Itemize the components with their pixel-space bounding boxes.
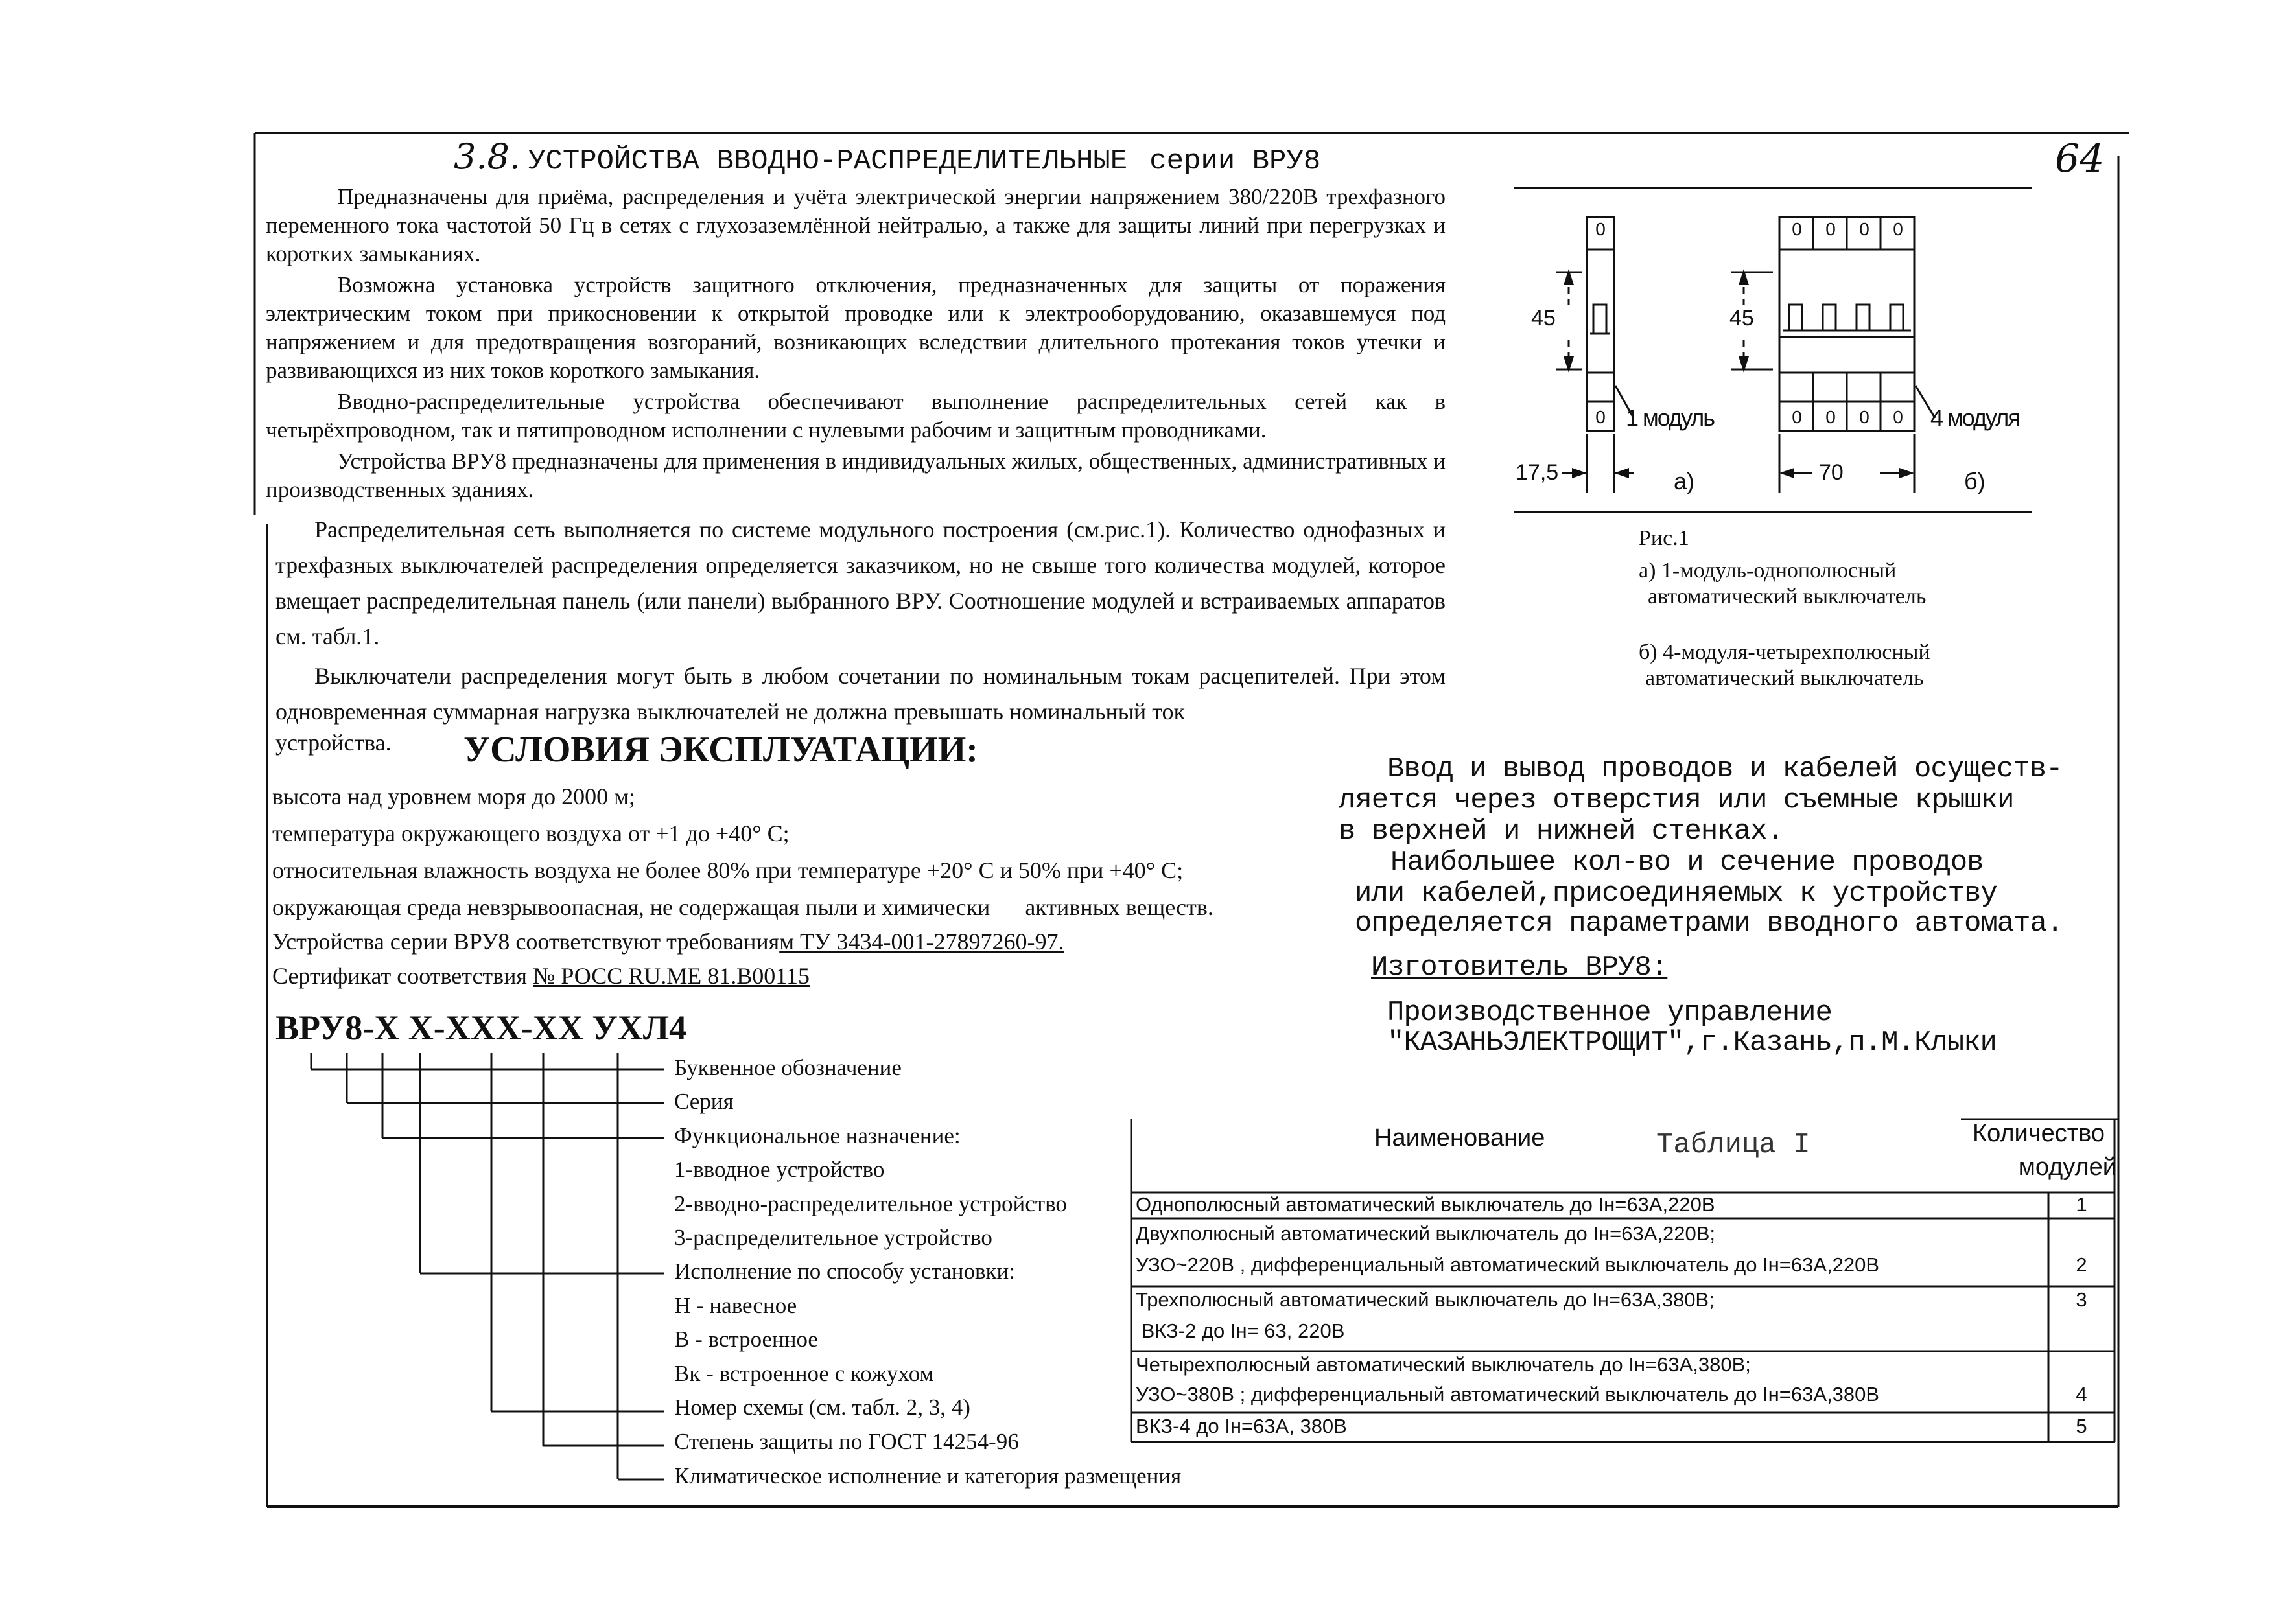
condition-temperature: температура окружающего воздуха от +1 до +40° С;: [272, 820, 790, 846]
table-header-qty-2: модулей: [2018, 1154, 2116, 1181]
section-number: 3.8.: [454, 136, 521, 177]
table-row-3-line-2: ВКЗ-2 до Iн= 63, 220В: [1136, 1319, 1345, 1342]
conditions-heading: УСЛОВИЯ ЭКСПЛУАТАЦИИ:: [463, 730, 978, 770]
legend-mounting: Исполнение по способу установки:: [674, 1259, 1015, 1284]
table-row-2-qty: 2: [2076, 1253, 2087, 1276]
paragraph-application: Устройства ВРУ8 предназначены для применения в индивидуальных жилых, общественных, административных и производственных зданиях.: [266, 448, 1446, 502]
manufacturer-heading: Изготовитель ВРУ8:: [1371, 951, 1668, 984]
legend-climate: Климатическое исполнение и категория размещения: [674, 1463, 1182, 1489]
cables-line-1: Ввод и вывод проводов и кабелей осуществ-: [1387, 753, 2063, 785]
contact-top-1: 0: [1792, 219, 1802, 239]
legend-function-1: 1-вводное устройство: [674, 1157, 885, 1182]
certificate-line: [272, 962, 810, 990]
cables-line-6: определяется параметрами вводного автомата.: [1355, 907, 2063, 940]
sub-label-b: б): [1964, 468, 1986, 494]
dim-width-single: 17,5: [1516, 460, 1559, 485]
tu-number: м ТУ 3434-001-27897260-97.: [779, 929, 1064, 955]
table-row-2-line-2: УЗО~220В , дифференциальный автоматический выключатель до Iн=63А,220В: [1136, 1253, 1880, 1276]
table-caption: Таблица I: [1656, 1129, 1810, 1161]
intro-text: [266, 183, 1446, 504]
table-header-qty-1: Количество: [1972, 1120, 2105, 1147]
table-row-2-line-1: Двухполюсный автоматический выключатель до Iн=63А,220В;: [1136, 1222, 1716, 1245]
legend-mounting-h: Н - навесное: [674, 1293, 797, 1318]
legend-function-3: 3-распределительное устройство: [674, 1225, 992, 1250]
legend-mounting-v: В - встроенное: [674, 1327, 818, 1352]
figure-caption-a1: а) 1-модуль-однополюсный: [1639, 559, 1897, 583]
legend-function: Функциональное назначение:: [674, 1123, 961, 1148]
dim-width-four: 70: [1819, 460, 1844, 485]
table-row-1-line-1: Однополюсный автоматический выключатель до Iн=63А,220В: [1136, 1193, 1715, 1216]
table-row-4-line-1: Четырехполюсный автоматический выключатель до Iн=63А,380В;: [1136, 1353, 1751, 1376]
paragraph-purpose: Предназначены для приёма, распределения и учёта электрической энергии напряжением 380/220В трехфазного переменного тока частотой 50 Гц в сетях с глухозаземлённой нейтралью, а также для защиты линий при перегрузках и коротких замыканиях.: [266, 184, 1446, 266]
manufacturer-line-2: "КАЗАНЬЭЛЕКТРОЩИТ",г.Казань,п.М.Клыки: [1387, 1027, 1997, 1059]
condition-humidity: относительная влажность воздуха не более 80% при температуре +20° С и 50% при +40° С;: [272, 857, 1184, 883]
contact-bottom-3: 0: [1859, 407, 1869, 427]
table-row-3-qty: 3: [2076, 1288, 2087, 1311]
certificate-prefix: Сертификат соответствия: [272, 963, 527, 989]
dim-height-four: 45: [1729, 306, 1754, 331]
designation-code: ВРУ8-Х Х-ХХХ-ХХ УХЛ4: [275, 1008, 687, 1047]
cables-line-4: Наибольшее кол-во и сечение проводов: [1390, 846, 1984, 879]
table-row-1-qty: 1: [2076, 1193, 2087, 1216]
legend-mounting-vk: Вк - встроенное с кожухом: [674, 1361, 934, 1386]
cables-line-2: ляется через отверстия или съемные крышки: [1339, 784, 2014, 817]
label-one-module: 1 модуль: [1626, 404, 1714, 431]
contact-bottom-1: 0: [1792, 407, 1802, 427]
section-title: [454, 136, 1320, 178]
legend-scheme: Номер схемы (см. табл. 2, 3, 4): [674, 1395, 970, 1420]
contact-bottom-2: 0: [1825, 407, 1836, 427]
table-header-name: Наименование: [1374, 1124, 1545, 1152]
modular-text: [275, 512, 1446, 730]
table-row-4-qty: 4: [2076, 1383, 2087, 1406]
table-row-4-line-2: УЗО~380В ; дифференциальный автоматический выключатель до Iн=63А,380В: [1136, 1383, 1880, 1406]
section-title-series: серии ВРУ8: [1149, 145, 1321, 178]
paragraph-networks: Вводно-распределительные устройства обеспечивают выполнение распределительных сетей как в четырёхпроводном, так и пятипроводном исполнении с нулевыми рабочим и защитным проводниками.: [266, 389, 1446, 443]
legend-letter: Буквенное обозначение: [674, 1055, 902, 1080]
designation-leaders: [298, 1047, 681, 1487]
page-number: 64: [2055, 136, 2105, 181]
condition-environment: окружающая среда невзрывоопасная, не содержащая пыли и химически активных веществ.: [272, 894, 1213, 920]
paragraph-modular: Распределительная сеть выполняется по системе модульного построения (см.рис.1). Количество однофазных и трехфазных выключателей распределения определяется заказчиком, но не свыше того количества модулей, которое вмещает распределительная панель (или панели) выбранного ВРУ. Соотношение модулей и встраиваемых аппаратов см. табл.1.: [275, 516, 1446, 649]
contact-top-2: 0: [1825, 219, 1836, 239]
figure-caption-title: Рис.1: [1639, 526, 1689, 550]
paragraph-switches-end: устройства.: [275, 730, 392, 756]
tu-line: [272, 928, 1064, 955]
figure-caption-b2: автоматический выключатель: [1645, 666, 1924, 690]
certificate-number: № РОСС RU.МЕ 81.В00115: [532, 963, 810, 989]
cables-line-5: или кабелей,присоединяемых к устройству: [1355, 877, 1997, 910]
sub-label-a: а): [1674, 468, 1695, 494]
table-row-5-qty: 5: [2076, 1415, 2087, 1437]
table-row-3-line-1: Трехполюсный автоматический выключатель до Iн=63А,380В;: [1136, 1288, 1715, 1311]
tu-prefix: Устройства серии ВРУ8 соответствуют требования: [272, 929, 780, 955]
contact-top-single: 0: [1595, 219, 1606, 239]
contact-top-3: 0: [1859, 219, 1869, 239]
cables-line-3: в верхней и нижней стенках.: [1339, 815, 1783, 848]
contact-top-4: 0: [1893, 219, 1903, 239]
label-four-modules: 4 модуля: [1930, 404, 2019, 431]
legend-protection: Степень защиты по ГОСТ 14254-96: [674, 1429, 1019, 1454]
figure-caption-a2: автоматический выключатель: [1648, 585, 1927, 609]
paragraph-rcd: Возможна установка устройств защитного отключения, предназначенных для защиты от поражения электрическим током при прикосновении к открытой проводке или к электрооборудованию, оказавшемуся под напряжением и для предотвращения возгораний, возникающих вследствии длительного протекания токов утечки и развивающихся из них токов короткого замыкания.: [266, 272, 1446, 383]
contact-bottom-4: 0: [1893, 407, 1903, 427]
legend-series: Серия: [674, 1089, 734, 1114]
figure-caption-b1: б) 4-модуля-четырехполюсный: [1639, 640, 1930, 664]
contact-bottom-single: 0: [1595, 407, 1606, 427]
paragraph-switches: Выключатели распределения могут быть в любом сочетании по номинальным токам расцепителей. При этом одновременная суммарная нагрузка выключателей не должна превышать номинальный ток: [275, 663, 1446, 725]
manufacturer-line-1: Производственное управление: [1387, 997, 1832, 1029]
dim-height-single: 45: [1531, 306, 1556, 331]
legend-function-2: 2-вводно-распределительное устройство: [674, 1191, 1067, 1216]
condition-altitude: высота над уровнем моря до 2000 м;: [272, 783, 635, 809]
section-title-main: УСТРОЙСТВА ВВОДНО-РАСПРЕДЕЛИТЕЛЬНЫЕ: [528, 145, 1128, 178]
table-row-5-line-1: ВКЗ-4 до Iн=63А, 380В: [1136, 1415, 1347, 1437]
